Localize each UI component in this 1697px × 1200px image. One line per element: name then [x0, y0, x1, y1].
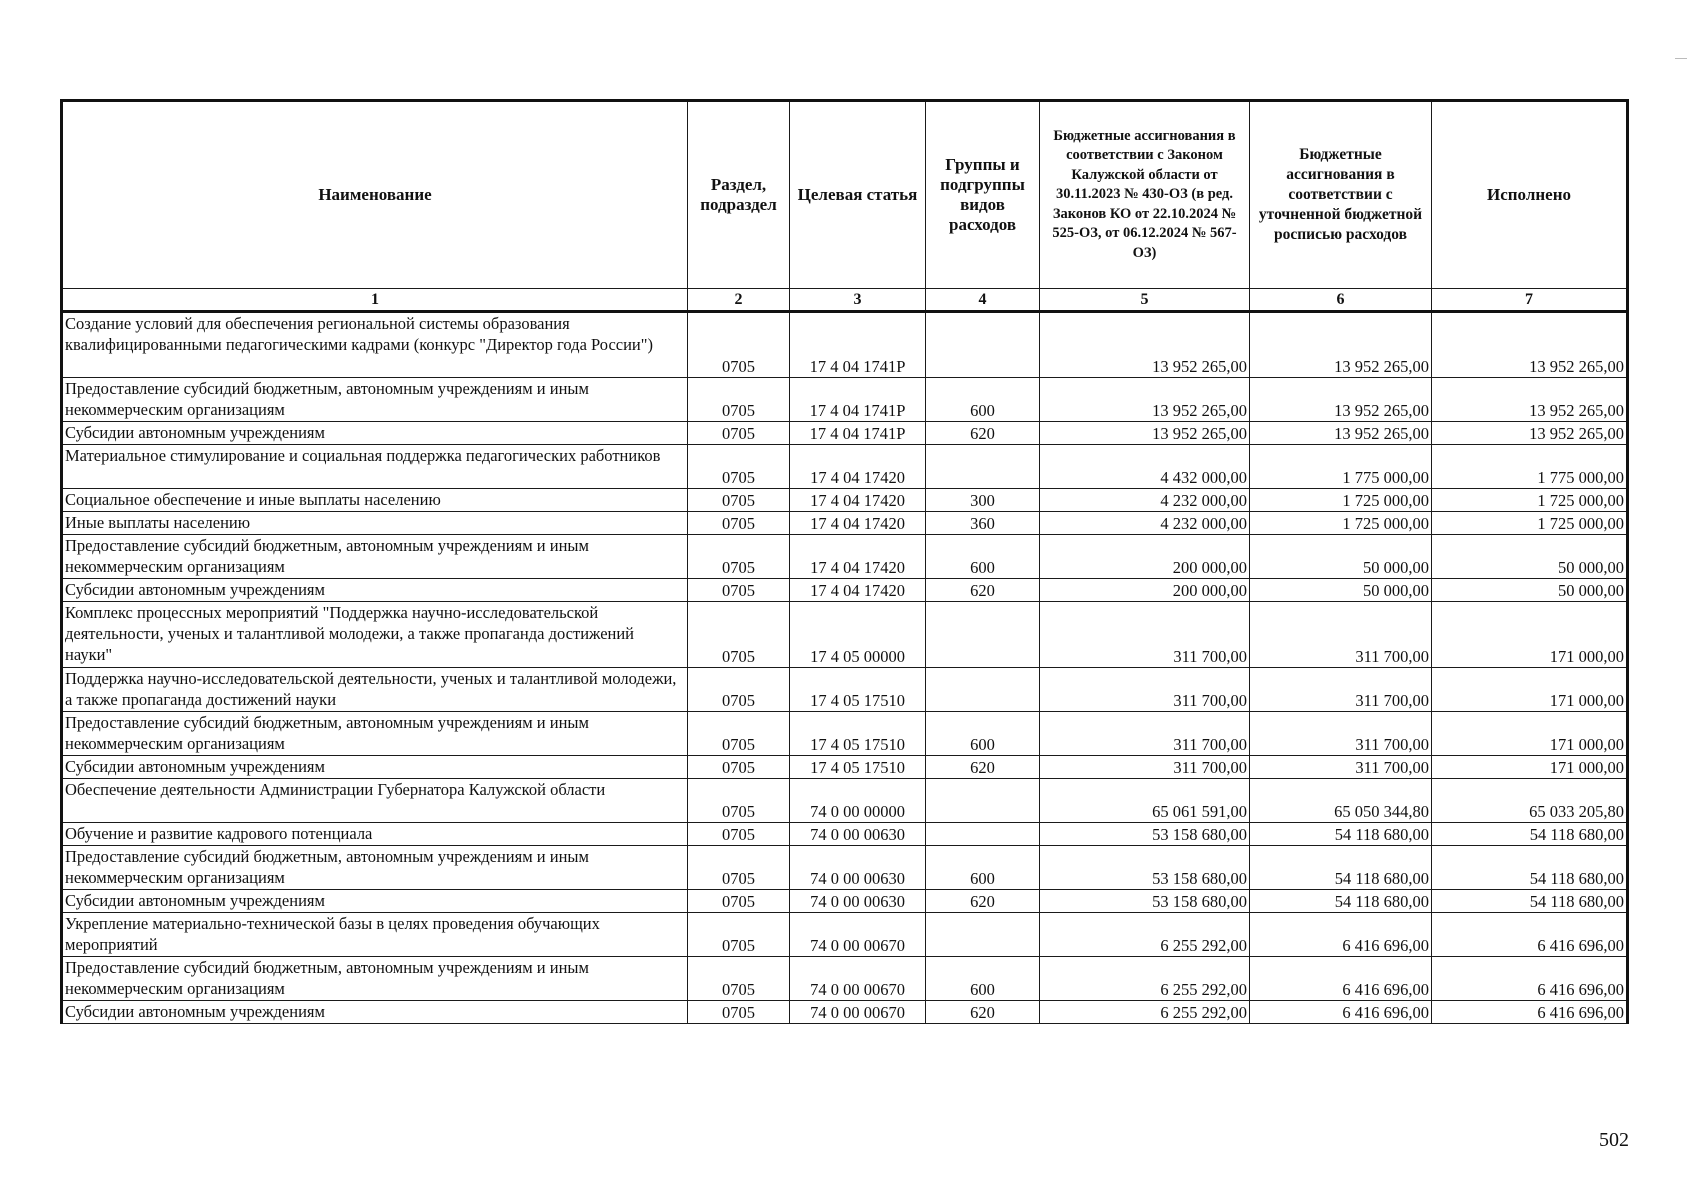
cell-group	[926, 779, 1040, 823]
cell-plan-law: 13 952 265,00	[1040, 378, 1250, 422]
cell-name: Комплекс процессных мероприятий "Поддержка научно-исследовательской деятельности, ученых и талантливой молодежи, а также пропаганда достижений науки"	[62, 602, 688, 668]
cell-executed: 1 775 000,00	[1432, 445, 1628, 489]
table-row	[62, 312, 1628, 378]
cell-plan-refined: 6 416 696,00	[1250, 1001, 1432, 1024]
cell-group: 620	[926, 756, 1040, 779]
cell-name: Субсидии автономным учреждениям	[62, 422, 688, 445]
cell-section: 0705	[688, 913, 790, 957]
cell-name: Поддержка научно-исследовательской деятельности, ученых и талантливой молодежи, а также пропаганда достижений науки	[62, 668, 688, 712]
cell-plan-law: 4 232 000,00	[1040, 489, 1250, 512]
table-row	[62, 668, 1628, 712]
cell-section: 0705	[688, 602, 790, 668]
cell-name: Субсидии автономным учреждениям	[62, 890, 688, 913]
cell-group	[926, 602, 1040, 668]
cell-name: Создание условий для обеспечения региональной системы образования квалифицированными педагогическими кадрами (конкурс "Директор года России")	[62, 312, 688, 378]
cell-section: 0705	[688, 756, 790, 779]
cell-executed: 54 118 680,00	[1432, 890, 1628, 913]
cell-name: Предоставление субсидий бюджетным, автономным учреждениям и иным некоммерческим организациям	[62, 846, 688, 890]
cell-executed: 13 952 265,00	[1432, 422, 1628, 445]
scan-edge-mark	[1675, 58, 1687, 59]
cell-plan-refined: 54 118 680,00	[1250, 846, 1432, 890]
header-group: Группы и подгруппы видов расходов	[926, 101, 1040, 289]
cell-article: 17 4 04 17420	[790, 445, 926, 489]
cell-executed: 54 118 680,00	[1432, 846, 1628, 890]
cell-plan-refined: 1 725 000,00	[1250, 489, 1432, 512]
column-number: 2	[688, 289, 790, 312]
cell-executed: 6 416 696,00	[1432, 913, 1628, 957]
cell-executed: 1 725 000,00	[1432, 489, 1628, 512]
cell-plan-refined: 1 775 000,00	[1250, 445, 1432, 489]
cell-name: Субсидии автономным учреждениям	[62, 1001, 688, 1024]
cell-plan-law: 200 000,00	[1040, 535, 1250, 579]
cell-plan-law: 311 700,00	[1040, 668, 1250, 712]
table-row	[62, 445, 1628, 489]
cell-name: Обучение и развитие кадрового потенциала	[62, 823, 688, 846]
cell-executed: 171 000,00	[1432, 668, 1628, 712]
cell-name: Субсидии автономным учреждениям	[62, 756, 688, 779]
cell-article: 17 4 05 17510	[790, 712, 926, 756]
cell-group: 600	[926, 712, 1040, 756]
cell-name: Субсидии автономным учреждениям	[62, 579, 688, 602]
cell-executed: 50 000,00	[1432, 535, 1628, 579]
cell-section: 0705	[688, 957, 790, 1001]
table-row	[62, 1001, 1628, 1024]
cell-article: 74 0 00 00630	[790, 846, 926, 890]
cell-plan-law: 53 158 680,00	[1040, 846, 1250, 890]
cell-group	[926, 823, 1040, 846]
cell-group: 620	[926, 422, 1040, 445]
cell-plan-law: 53 158 680,00	[1040, 823, 1250, 846]
cell-executed: 50 000,00	[1432, 579, 1628, 602]
cell-plan-refined: 6 416 696,00	[1250, 913, 1432, 957]
table-row	[62, 579, 1628, 602]
cell-article: 74 0 00 00670	[790, 913, 926, 957]
table-row	[62, 422, 1628, 445]
cell-plan-refined: 1 725 000,00	[1250, 512, 1432, 535]
cell-article: 17 4 04 1741Р	[790, 312, 926, 378]
table-row	[62, 535, 1628, 579]
column-number-row	[62, 289, 1628, 312]
cell-executed: 171 000,00	[1432, 602, 1628, 668]
table-row	[62, 890, 1628, 913]
cell-plan-law: 6 255 292,00	[1040, 957, 1250, 1001]
column-number: 7	[1432, 289, 1628, 312]
cell-plan-law: 53 158 680,00	[1040, 890, 1250, 913]
cell-plan-refined: 54 118 680,00	[1250, 890, 1432, 913]
cell-name: Предоставление субсидий бюджетным, автономным учреждениям и иным некоммерческим организациям	[62, 535, 688, 579]
table-row	[62, 489, 1628, 512]
cell-section: 0705	[688, 489, 790, 512]
cell-article: 74 0 00 00630	[790, 890, 926, 913]
cell-section: 0705	[688, 846, 790, 890]
cell-plan-refined: 13 952 265,00	[1250, 312, 1432, 378]
cell-plan-refined: 65 050 344,80	[1250, 779, 1432, 823]
cell-section: 0705	[688, 779, 790, 823]
cell-executed: 1 725 000,00	[1432, 512, 1628, 535]
cell-plan-refined: 311 700,00	[1250, 602, 1432, 668]
header-plan-law: Бюджетные ассигнования в соответствии с Законом Калужской области от 30.11.2023 № 430-ОЗ (в ред. Законов КО от 22.10.2024 № 525-ОЗ, от 06.12.2024 № 567-ОЗ)	[1040, 101, 1250, 289]
cell-article: 17 4 04 17420	[790, 489, 926, 512]
cell-plan-law: 200 000,00	[1040, 579, 1250, 602]
cell-name: Социальное обеспечение и иные выплаты населению	[62, 489, 688, 512]
cell-group: 620	[926, 890, 1040, 913]
cell-plan-refined: 311 700,00	[1250, 712, 1432, 756]
cell-name: Материальное стимулирование и социальная поддержка педагогических работников	[62, 445, 688, 489]
cell-plan-law: 6 255 292,00	[1040, 913, 1250, 957]
cell-section: 0705	[688, 312, 790, 378]
cell-plan-refined: 13 952 265,00	[1250, 422, 1432, 445]
cell-group: 600	[926, 378, 1040, 422]
cell-name: Предоставление субсидий бюджетным, автономным учреждениям и иным некоммерческим организациям	[62, 957, 688, 1001]
cell-plan-refined: 50 000,00	[1250, 579, 1432, 602]
table-row	[62, 712, 1628, 756]
cell-plan-law: 6 255 292,00	[1040, 1001, 1250, 1024]
cell-name: Предоставление субсидий бюджетным, автономным учреждениям и иным некоммерческим организациям	[62, 378, 688, 422]
cell-executed: 171 000,00	[1432, 756, 1628, 779]
cell-group	[926, 312, 1040, 378]
cell-plan-law: 4 432 000,00	[1040, 445, 1250, 489]
column-number: 1	[62, 289, 688, 312]
cell-section: 0705	[688, 890, 790, 913]
header-name: Наименование	[62, 101, 688, 289]
table-row	[62, 823, 1628, 846]
cell-plan-refined: 311 700,00	[1250, 668, 1432, 712]
cell-group: 620	[926, 1001, 1040, 1024]
cell-plan-law: 311 700,00	[1040, 602, 1250, 668]
table-body	[62, 312, 1628, 1024]
table-row	[62, 779, 1628, 823]
table-row	[62, 512, 1628, 535]
cell-section: 0705	[688, 668, 790, 712]
cell-group	[926, 668, 1040, 712]
cell-executed: 6 416 696,00	[1432, 957, 1628, 1001]
table-row	[62, 913, 1628, 957]
table-row	[62, 957, 1628, 1001]
cell-article: 74 0 00 00000	[790, 779, 926, 823]
cell-name: Предоставление субсидий бюджетным, автономным учреждениям и иным некоммерческим организациям	[62, 712, 688, 756]
cell-article: 74 0 00 00630	[790, 823, 926, 846]
page-number: 502	[1599, 1129, 1629, 1151]
cell-section: 0705	[688, 823, 790, 846]
cell-plan-law: 65 061 591,00	[1040, 779, 1250, 823]
cell-article: 17 4 04 17420	[790, 535, 926, 579]
table-header-row	[62, 101, 1628, 289]
column-number: 5	[1040, 289, 1250, 312]
column-number: 4	[926, 289, 1040, 312]
cell-plan-refined: 6 416 696,00	[1250, 957, 1432, 1001]
cell-section: 0705	[688, 712, 790, 756]
cell-plan-refined: 50 000,00	[1250, 535, 1432, 579]
cell-executed: 171 000,00	[1432, 712, 1628, 756]
cell-plan-law: 4 232 000,00	[1040, 512, 1250, 535]
column-number: 3	[790, 289, 926, 312]
cell-section: 0705	[688, 1001, 790, 1024]
header-article: Целевая статья	[790, 101, 926, 289]
cell-executed: 6 416 696,00	[1432, 1001, 1628, 1024]
header-executed: Исполнено	[1432, 101, 1628, 289]
cell-section: 0705	[688, 378, 790, 422]
budget-table	[60, 99, 1629, 1024]
header-section: Раздел, подраздел	[688, 101, 790, 289]
table-row	[62, 602, 1628, 668]
table-row	[62, 846, 1628, 890]
cell-article: 74 0 00 00670	[790, 1001, 926, 1024]
header-plan-refined: Бюджетные ассигнования в соответствии с уточненной бюджетной росписью расходов	[1250, 101, 1432, 289]
cell-plan-refined: 54 118 680,00	[1250, 823, 1432, 846]
cell-group	[926, 445, 1040, 489]
cell-plan-law: 311 700,00	[1040, 756, 1250, 779]
cell-group	[926, 913, 1040, 957]
cell-name: Укрепление материально-технической базы в целях проведения обучающих мероприятий	[62, 913, 688, 957]
cell-article: 17 4 05 17510	[790, 668, 926, 712]
cell-article: 17 4 05 00000	[790, 602, 926, 668]
cell-group: 600	[926, 957, 1040, 1001]
cell-group: 360	[926, 512, 1040, 535]
cell-article: 17 4 04 1741Р	[790, 378, 926, 422]
cell-article: 17 4 04 17420	[790, 512, 926, 535]
cell-section: 0705	[688, 535, 790, 579]
table-row	[62, 378, 1628, 422]
cell-section: 0705	[688, 422, 790, 445]
cell-section: 0705	[688, 512, 790, 535]
cell-group: 620	[926, 579, 1040, 602]
cell-plan-law: 311 700,00	[1040, 712, 1250, 756]
cell-name: Иные выплаты населению	[62, 512, 688, 535]
cell-section: 0705	[688, 445, 790, 489]
table-row	[62, 756, 1628, 779]
column-number: 6	[1250, 289, 1432, 312]
cell-group: 600	[926, 535, 1040, 579]
cell-name: Обеспечение деятельности Администрации Губернатора Калужской области	[62, 779, 688, 823]
cell-group: 300	[926, 489, 1040, 512]
cell-article: 74 0 00 00670	[790, 957, 926, 1001]
cell-plan-law: 13 952 265,00	[1040, 312, 1250, 378]
cell-plan-refined: 311 700,00	[1250, 756, 1432, 779]
cell-executed: 54 118 680,00	[1432, 823, 1628, 846]
cell-plan-refined: 13 952 265,00	[1250, 378, 1432, 422]
cell-executed: 13 952 265,00	[1432, 312, 1628, 378]
cell-article: 17 4 05 17510	[790, 756, 926, 779]
cell-executed: 65 033 205,80	[1432, 779, 1628, 823]
cell-article: 17 4 04 1741Р	[790, 422, 926, 445]
cell-section: 0705	[688, 579, 790, 602]
cell-executed: 13 952 265,00	[1432, 378, 1628, 422]
cell-group: 600	[926, 846, 1040, 890]
cell-plan-law: 13 952 265,00	[1040, 422, 1250, 445]
cell-article: 17 4 04 17420	[790, 579, 926, 602]
